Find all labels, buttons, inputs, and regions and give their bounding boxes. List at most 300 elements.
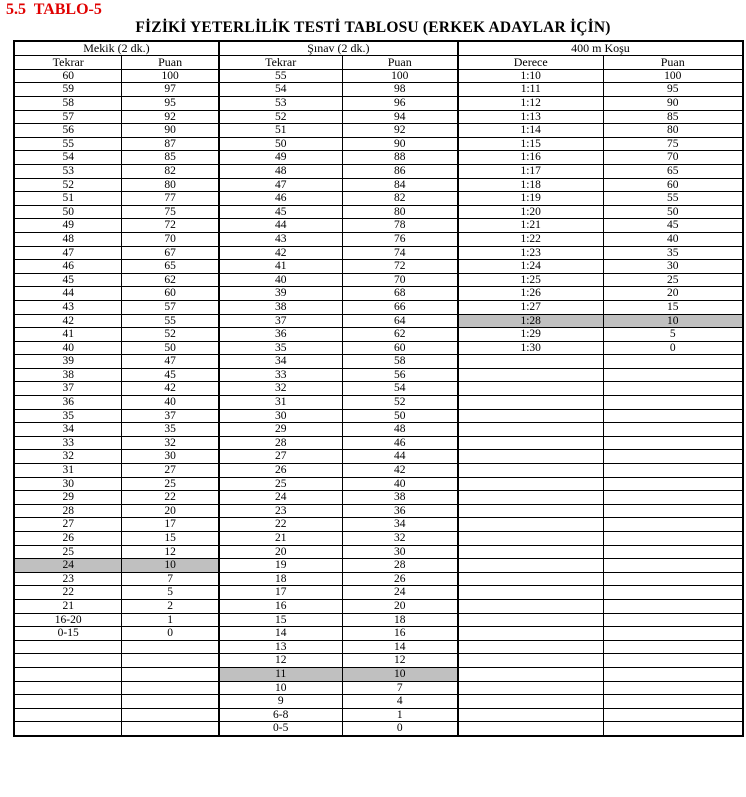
column-header-mekik-tekrar: Tekrar: [14, 55, 122, 69]
table-row: [14, 97, 743, 111]
sinav-tekrar-cell: 15: [219, 613, 342, 627]
kosu-puan-cell: [603, 599, 743, 613]
mekik-tekrar-cell: 0-15: [14, 627, 122, 641]
sinav-puan-cell: 30: [342, 545, 458, 559]
sinav-puan-cell: 94: [342, 110, 458, 124]
sinav-puan-cell: 72: [342, 260, 458, 274]
kosu-derece-cell: [458, 613, 603, 627]
sinav-puan-cell: 56: [342, 368, 458, 382]
sinav-tekrar-cell: 9: [219, 695, 342, 709]
sinav-puan-cell: 100: [342, 69, 458, 83]
table-row: [14, 396, 743, 410]
mekik-tekrar-cell: 33: [14, 436, 122, 450]
mekik-tekrar-cell: 32: [14, 450, 122, 464]
table-row: [14, 532, 743, 546]
mekik-puan-cell: 55: [122, 314, 219, 328]
mekik-puan-cell: 17: [122, 518, 219, 532]
kosu-derece-cell: [458, 722, 603, 736]
kosu-puan-cell: [603, 436, 743, 450]
sinav-puan-cell: 36: [342, 504, 458, 518]
mekik-puan-cell: 32: [122, 436, 219, 450]
mekik-tekrar-cell: 36: [14, 396, 122, 410]
kosu-puan-cell: 80: [603, 124, 743, 138]
mekik-tekrar-cell: 52: [14, 178, 122, 192]
table-row: [14, 695, 743, 709]
table-body: [14, 69, 743, 736]
mekik-tekrar-cell: 60: [14, 69, 122, 83]
kosu-derece-cell: 1:30: [458, 341, 603, 355]
table-row: [14, 151, 743, 165]
sinav-puan-cell: 14: [342, 640, 458, 654]
sinav-puan-cell: 4: [342, 695, 458, 709]
sinav-tekrar-cell: 22: [219, 518, 342, 532]
sinav-puan-cell: 78: [342, 219, 458, 233]
table-row: [14, 613, 743, 627]
mekik-tekrar-cell: 40: [14, 341, 122, 355]
table-row: [14, 450, 743, 464]
mekik-puan-cell: 82: [122, 164, 219, 178]
sinav-tekrar-cell: 16: [219, 599, 342, 613]
sinav-tekrar-cell: 35: [219, 341, 342, 355]
sinav-tekrar-cell: 19: [219, 559, 342, 573]
sinav-tekrar-cell: 12: [219, 654, 342, 668]
table-row: [14, 368, 743, 382]
kosu-puan-cell: [603, 409, 743, 423]
sinav-puan-cell: 86: [342, 164, 458, 178]
sinav-tekrar-cell: 0-5: [219, 722, 342, 736]
kosu-derece-cell: 1:15: [458, 137, 603, 151]
kosu-derece-cell: 1:18: [458, 178, 603, 192]
sinav-tekrar-cell: 18: [219, 572, 342, 586]
table-row: [14, 219, 743, 233]
mekik-puan-cell: [122, 695, 219, 709]
sinav-puan-cell: 28: [342, 559, 458, 573]
mekik-puan-cell: 40: [122, 396, 219, 410]
table-row: [14, 124, 743, 138]
table-row: [14, 423, 743, 437]
sinav-puan-cell: 64: [342, 314, 458, 328]
kosu-derece-cell: [458, 518, 603, 532]
sinav-tekrar-cell: 41: [219, 260, 342, 274]
kosu-puan-cell: [603, 450, 743, 464]
kosu-puan-cell: 100: [603, 69, 743, 83]
kosu-puan-cell: 30: [603, 260, 743, 274]
table-row: [14, 667, 743, 681]
mekik-tekrar-cell: 35: [14, 409, 122, 423]
mekik-puan-cell: 60: [122, 287, 219, 301]
sinav-tekrar-cell: 10: [219, 681, 342, 695]
kosu-puan-cell: [603, 613, 743, 627]
kosu-puan-cell: [603, 504, 743, 518]
mekik-tekrar-cell: 38: [14, 368, 122, 382]
mekik-tekrar-cell: 41: [14, 328, 122, 342]
column-header-sinav-puan: Puan: [342, 55, 458, 69]
kosu-puan-cell: 10: [603, 314, 743, 328]
sinav-tekrar-cell: 34: [219, 355, 342, 369]
mekik-tekrar-cell: 47: [14, 246, 122, 260]
page-title: FİZİKİ YETERLİLİK TESTİ TABLOSU (ERKEK ADAYLAR İÇİN): [135, 19, 611, 36]
kosu-derece-cell: [458, 396, 603, 410]
kosu-puan-cell: [603, 464, 743, 478]
table-row: [14, 599, 743, 613]
kosu-puan-cell: 75: [603, 137, 743, 151]
sinav-tekrar-cell: 37: [219, 314, 342, 328]
sinav-tekrar-cell: 43: [219, 232, 342, 246]
mekik-tekrar-cell: 16-20: [14, 613, 122, 627]
mekik-puan-cell: 10: [122, 559, 219, 573]
mekik-puan-cell: 12: [122, 545, 219, 559]
table-row: [14, 464, 743, 478]
kosu-puan-cell: 45: [603, 219, 743, 233]
mekik-puan-cell: 62: [122, 273, 219, 287]
kosu-derece-cell: [458, 491, 603, 505]
kosu-derece-cell: 1:14: [458, 124, 603, 138]
mekik-tekrar-cell: [14, 695, 122, 709]
kosu-puan-cell: [603, 532, 743, 546]
mekik-puan-cell: 52: [122, 328, 219, 342]
table-row: [14, 654, 743, 668]
kosu-derece-cell: [458, 681, 603, 695]
column-header-sinav-tekrar: Tekrar: [219, 55, 342, 69]
mekik-puan-cell: 25: [122, 477, 219, 491]
sinav-puan-cell: 26: [342, 572, 458, 586]
kosu-derece-cell: [458, 640, 603, 654]
mekik-tekrar-cell: 49: [14, 219, 122, 233]
kosu-puan-cell: [603, 722, 743, 736]
kosu-derece-cell: 1:20: [458, 205, 603, 219]
mekik-puan-cell: 95: [122, 97, 219, 111]
sinav-puan-cell: 0: [342, 722, 458, 736]
sinav-tekrar-cell: 14: [219, 627, 342, 641]
kosu-puan-cell: [603, 545, 743, 559]
sinav-tekrar-cell: 46: [219, 192, 342, 206]
mekik-tekrar-cell: [14, 640, 122, 654]
mekik-puan-cell: 57: [122, 300, 219, 314]
group-header-kosu: 400 m Koşu: [458, 41, 743, 55]
sinav-puan-cell: 38: [342, 491, 458, 505]
kosu-derece-cell: 1:16: [458, 151, 603, 165]
sinav-tekrar-cell: 53: [219, 97, 342, 111]
mekik-tekrar-cell: 29: [14, 491, 122, 505]
mekik-puan-cell: 65: [122, 260, 219, 274]
mekik-tekrar-cell: 57: [14, 110, 122, 124]
table-row: [14, 518, 743, 532]
kosu-puan-cell: 90: [603, 97, 743, 111]
kosu-derece-cell: 1:26: [458, 287, 603, 301]
column-header-mekik-puan: Puan: [122, 55, 219, 69]
mekik-tekrar-cell: 53: [14, 164, 122, 178]
mekik-tekrar-cell: 45: [14, 273, 122, 287]
table-row: [14, 83, 743, 97]
kosu-puan-cell: 35: [603, 246, 743, 260]
sinav-tekrar-cell: 50: [219, 137, 342, 151]
sinav-puan-cell: 24: [342, 586, 458, 600]
sinav-puan-cell: 74: [342, 246, 458, 260]
kosu-derece-cell: [458, 559, 603, 573]
table-row: [14, 178, 743, 192]
mekik-tekrar-cell: 26: [14, 532, 122, 546]
mekik-puan-cell: 20: [122, 504, 219, 518]
kosu-puan-cell: 50: [603, 205, 743, 219]
kosu-puan-cell: 20: [603, 287, 743, 301]
table-row: [14, 559, 743, 573]
kosu-puan-cell: 15: [603, 300, 743, 314]
kosu-puan-cell: [603, 667, 743, 681]
kosu-puan-cell: [603, 681, 743, 695]
mekik-puan-cell: 7: [122, 572, 219, 586]
sinav-tekrar-cell: 51: [219, 124, 342, 138]
kosu-puan-cell: [603, 586, 743, 600]
kosu-derece-cell: 1:19: [458, 192, 603, 206]
sinav-tekrar-cell: 13: [219, 640, 342, 654]
mekik-tekrar-cell: 28: [14, 504, 122, 518]
mekik-puan-cell: 72: [122, 219, 219, 233]
mekik-tekrar-cell: 34: [14, 423, 122, 437]
sinav-tekrar-cell: 52: [219, 110, 342, 124]
sinav-puan-cell: 16: [342, 627, 458, 641]
kosu-derece-cell: [458, 532, 603, 546]
mekik-puan-cell: 2: [122, 599, 219, 613]
kosu-derece-cell: 1:22: [458, 232, 603, 246]
kosu-derece-cell: 1:10: [458, 69, 603, 83]
sinav-puan-cell: 76: [342, 232, 458, 246]
sinav-tekrar-cell: 48: [219, 164, 342, 178]
mekik-puan-cell: 37: [122, 409, 219, 423]
mekik-puan-cell: 27: [122, 464, 219, 478]
table-row: [14, 409, 743, 423]
kosu-puan-cell: 40: [603, 232, 743, 246]
kosu-derece-cell: [458, 667, 603, 681]
table-row: [14, 273, 743, 287]
kosu-puan-cell: [603, 572, 743, 586]
sinav-tekrar-cell: 28: [219, 436, 342, 450]
table-row: [14, 300, 743, 314]
sinav-tekrar-cell: 31: [219, 396, 342, 410]
kosu-derece-cell: [458, 654, 603, 668]
sinav-puan-cell: 18: [342, 613, 458, 627]
mekik-puan-cell: 0: [122, 627, 219, 641]
column-header-kosu-derece: Derece: [458, 55, 603, 69]
sinav-puan-cell: 62: [342, 328, 458, 342]
sinav-tekrar-cell: 32: [219, 382, 342, 396]
mekik-tekrar-cell: 50: [14, 205, 122, 219]
mekik-puan-cell: 42: [122, 382, 219, 396]
fitness-score-table: [13, 40, 744, 737]
sinav-tekrar-cell: 40: [219, 273, 342, 287]
kosu-puan-cell: [603, 695, 743, 709]
sinav-tekrar-cell: 45: [219, 205, 342, 219]
mekik-tekrar-cell: [14, 722, 122, 736]
kosu-derece-cell: [458, 368, 603, 382]
sinav-tekrar-cell: 54: [219, 83, 342, 97]
kosu-derece-cell: 1:17: [458, 164, 603, 178]
table-row: [14, 137, 743, 151]
sinav-tekrar-cell: 39: [219, 287, 342, 301]
mekik-tekrar-cell: 44: [14, 287, 122, 301]
mekik-tekrar-cell: [14, 708, 122, 722]
kosu-puan-cell: [603, 491, 743, 505]
sinav-puan-cell: 68: [342, 287, 458, 301]
table-row: [14, 627, 743, 641]
table-row: [14, 110, 743, 124]
kosu-puan-cell: [603, 368, 743, 382]
kosu-derece-cell: [458, 355, 603, 369]
table-row: [14, 328, 743, 342]
kosu-derece-cell: [458, 708, 603, 722]
sinav-puan-cell: 70: [342, 273, 458, 287]
mekik-tekrar-cell: 30: [14, 477, 122, 491]
mekik-tekrar-cell: 22: [14, 586, 122, 600]
kosu-puan-cell: [603, 559, 743, 573]
kosu-derece-cell: 1:11: [458, 83, 603, 97]
mekik-puan-cell: 22: [122, 491, 219, 505]
table-row: [14, 287, 743, 301]
mekik-tekrar-cell: 27: [14, 518, 122, 532]
kosu-puan-cell: [603, 382, 743, 396]
mekik-puan-cell: 30: [122, 450, 219, 464]
mekik-tekrar-cell: 48: [14, 232, 122, 246]
kosu-derece-cell: [458, 436, 603, 450]
kosu-derece-cell: [458, 450, 603, 464]
mekik-puan-cell: 87: [122, 137, 219, 151]
mekik-tekrar-cell: 59: [14, 83, 122, 97]
sinav-tekrar-cell: 47: [219, 178, 342, 192]
mekik-puan-cell: 1: [122, 613, 219, 627]
mekik-tekrar-cell: 43: [14, 300, 122, 314]
mekik-puan-cell: [122, 654, 219, 668]
mekik-tekrar-cell: 21: [14, 599, 122, 613]
sinav-puan-cell: 96: [342, 97, 458, 111]
table-row: [14, 246, 743, 260]
section-label: 5.5 TABLO-5: [6, 1, 102, 18]
kosu-puan-cell: [603, 477, 743, 491]
table-row: [14, 341, 743, 355]
kosu-derece-cell: 1:12: [458, 97, 603, 111]
sinav-puan-cell: 82: [342, 192, 458, 206]
mekik-tekrar-cell: 23: [14, 572, 122, 586]
mekik-tekrar-cell: [14, 667, 122, 681]
table-row: [14, 192, 743, 206]
sinav-puan-cell: 58: [342, 355, 458, 369]
kosu-derece-cell: 1:28: [458, 314, 603, 328]
table-row: [14, 708, 743, 722]
mekik-puan-cell: 90: [122, 124, 219, 138]
kosu-derece-cell: [458, 572, 603, 586]
table-row: [14, 504, 743, 518]
mekik-puan-cell: [122, 708, 219, 722]
sinav-tekrar-cell: 42: [219, 246, 342, 260]
sinav-tekrar-cell: 29: [219, 423, 342, 437]
sinav-tekrar-cell: 33: [219, 368, 342, 382]
kosu-derece-cell: [458, 545, 603, 559]
mekik-tekrar-cell: 58: [14, 97, 122, 111]
mekik-puan-cell: 47: [122, 355, 219, 369]
kosu-puan-cell: [603, 396, 743, 410]
sinav-tekrar-cell: 49: [219, 151, 342, 165]
kosu-puan-cell: 0: [603, 341, 743, 355]
sinav-puan-cell: 7: [342, 681, 458, 695]
group-header-sinav: Şınav (2 dk.): [219, 41, 458, 55]
table-row: [14, 314, 743, 328]
mekik-puan-cell: [122, 722, 219, 736]
kosu-puan-cell: 85: [603, 110, 743, 124]
sinav-puan-cell: 32: [342, 532, 458, 546]
mekik-puan-cell: 100: [122, 69, 219, 83]
mekik-puan-cell: 97: [122, 83, 219, 97]
mekik-tekrar-cell: 56: [14, 124, 122, 138]
column-header-row: [14, 55, 743, 69]
sinav-tekrar-cell: 30: [219, 409, 342, 423]
sinav-tekrar-cell: 24: [219, 491, 342, 505]
mekik-tekrar-cell: [14, 681, 122, 695]
table-row: [14, 436, 743, 450]
kosu-puan-cell: 5: [603, 328, 743, 342]
kosu-derece-cell: [458, 409, 603, 423]
sinav-tekrar-cell: 55: [219, 69, 342, 83]
table-row: [14, 382, 743, 396]
sinav-tekrar-cell: 11: [219, 667, 342, 681]
table-row: [14, 491, 743, 505]
kosu-puan-cell: [603, 518, 743, 532]
kosu-derece-cell: 1:13: [458, 110, 603, 124]
kosu-puan-cell: 95: [603, 83, 743, 97]
sinav-puan-cell: 40: [342, 477, 458, 491]
mekik-puan-cell: 75: [122, 205, 219, 219]
kosu-derece-cell: [458, 423, 603, 437]
group-header-row: [14, 41, 743, 55]
kosu-derece-cell: [458, 464, 603, 478]
table-row: [14, 477, 743, 491]
mekik-puan-cell: 67: [122, 246, 219, 260]
sinav-tekrar-cell: 21: [219, 532, 342, 546]
kosu-puan-cell: [603, 627, 743, 641]
table-row: [14, 260, 743, 274]
kosu-puan-cell: 55: [603, 192, 743, 206]
mekik-tekrar-cell: 25: [14, 545, 122, 559]
mekik-tekrar-cell: 51: [14, 192, 122, 206]
sinav-tekrar-cell: 25: [219, 477, 342, 491]
table-row: [14, 586, 743, 600]
table-row: [14, 205, 743, 219]
sinav-puan-cell: 48: [342, 423, 458, 437]
sinav-tekrar-cell: 20: [219, 545, 342, 559]
mekik-tekrar-cell: 37: [14, 382, 122, 396]
mekik-puan-cell: [122, 640, 219, 654]
sinav-tekrar-cell: 26: [219, 464, 342, 478]
mekik-puan-cell: [122, 681, 219, 695]
table-row: [14, 69, 743, 83]
table-row: [14, 232, 743, 246]
mekik-puan-cell: 70: [122, 232, 219, 246]
kosu-derece-cell: 1:21: [458, 219, 603, 233]
kosu-derece-cell: [458, 477, 603, 491]
table-row: [14, 572, 743, 586]
kosu-derece-cell: 1:24: [458, 260, 603, 274]
mekik-tekrar-cell: [14, 654, 122, 668]
sinav-puan-cell: 44: [342, 450, 458, 464]
mekik-tekrar-cell: 42: [14, 314, 122, 328]
mekik-tekrar-cell: 31: [14, 464, 122, 478]
kosu-puan-cell: [603, 654, 743, 668]
kosu-derece-cell: [458, 586, 603, 600]
kosu-derece-cell: [458, 504, 603, 518]
sinav-tekrar-cell: 36: [219, 328, 342, 342]
mekik-tekrar-cell: 54: [14, 151, 122, 165]
sinav-puan-cell: 92: [342, 124, 458, 138]
sinav-tekrar-cell: 6-8: [219, 708, 342, 722]
mekik-puan-cell: 50: [122, 341, 219, 355]
kosu-derece-cell: [458, 627, 603, 641]
